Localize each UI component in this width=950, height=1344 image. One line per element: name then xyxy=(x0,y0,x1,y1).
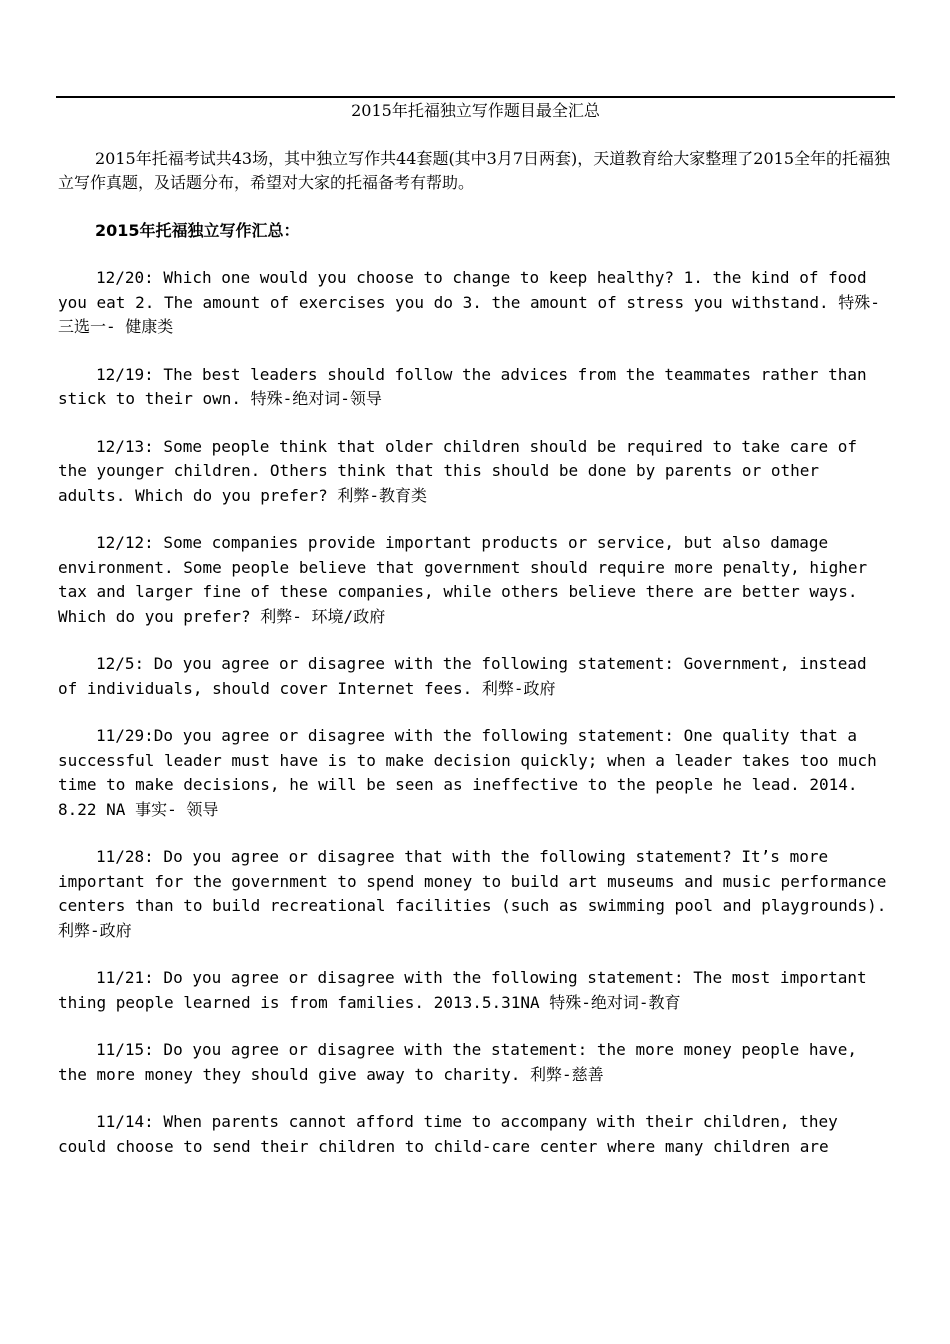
topic-item: 12/19: The best leaders should follow the advices from the teammates rather than stick to their own. 特殊-绝对词-领导 xyxy=(58,364,867,408)
intro-paragraph: 2015年托福考试共43场，其中独立写作共44套题(其中3月7日两套)，天道教育给大家整理了2015全年的托福独立写作真题，及话题分布，希望对大家的托福备考有帮助。 xyxy=(58,149,891,192)
header-rule xyxy=(56,96,895,98)
topic-item: 12/5: Do you agree or disagree with the following statement: Government, instead of individuals, should cover Internet fees. 利弊-政府 xyxy=(58,654,867,698)
topic-item: 11/14: When parents cannot afford time to accompany with their children, they could choose to send their children to child-care center where many children are xyxy=(58,1112,838,1156)
topic-item: 12/12: Some companies provide important products or service, but also damage environment. Some people believe that government should require more penalty, higher tax and larger fine of these companies, while others believe there are better ways. Which do you prefer? 利弊- 环境/政府 xyxy=(58,533,868,626)
topic-item: 11/29:Do you agree or disagree with the following statement: One quality that a successful leader must have is to make decision quickly; when a leader takes too much time to make decisions, he will be seen as ineffective to the people he lead. 2014. 8.22 NA 事实- 领导 xyxy=(58,726,877,819)
topic-item: 12/20: Which one would you choose to change to keep healthy? 1. the kind of food you eat 2. The amount of exercises you do 3. the amount of stress you withstand. 特殊-三选一- 健康类 xyxy=(58,268,880,336)
page-title: 2015年托福独立写作题目最全汇总 xyxy=(351,101,600,120)
topic-item: 12/13: Some people think that older children should be required to take care of the younger children. Others think that this should be done by parents or other adults. Which do you prefer? 利弊-教育类 xyxy=(58,436,857,505)
topic-list xyxy=(58,266,894,1182)
section-heading: 2015年托福独立写作汇总： xyxy=(95,221,300,240)
topic-item: 11/21: Do you agree or disagree with the following statement: The most important thing people learned is from families. 2013.5.31NA 特殊-绝对词-教育 xyxy=(58,968,867,1012)
topic-item: 11/28: Do you agree or disagree that with the following statement? It’s more important for the government to spend money to build art museums and music performance centers than to build recreational facilities (such as swimming pool and playgrounds). 利弊-政府 xyxy=(58,847,887,940)
topic-item: 11/15: Do you agree or disagree with the statement: the more money people have, the more money they should give away to charity. 利弊-慈善 xyxy=(58,1040,857,1084)
